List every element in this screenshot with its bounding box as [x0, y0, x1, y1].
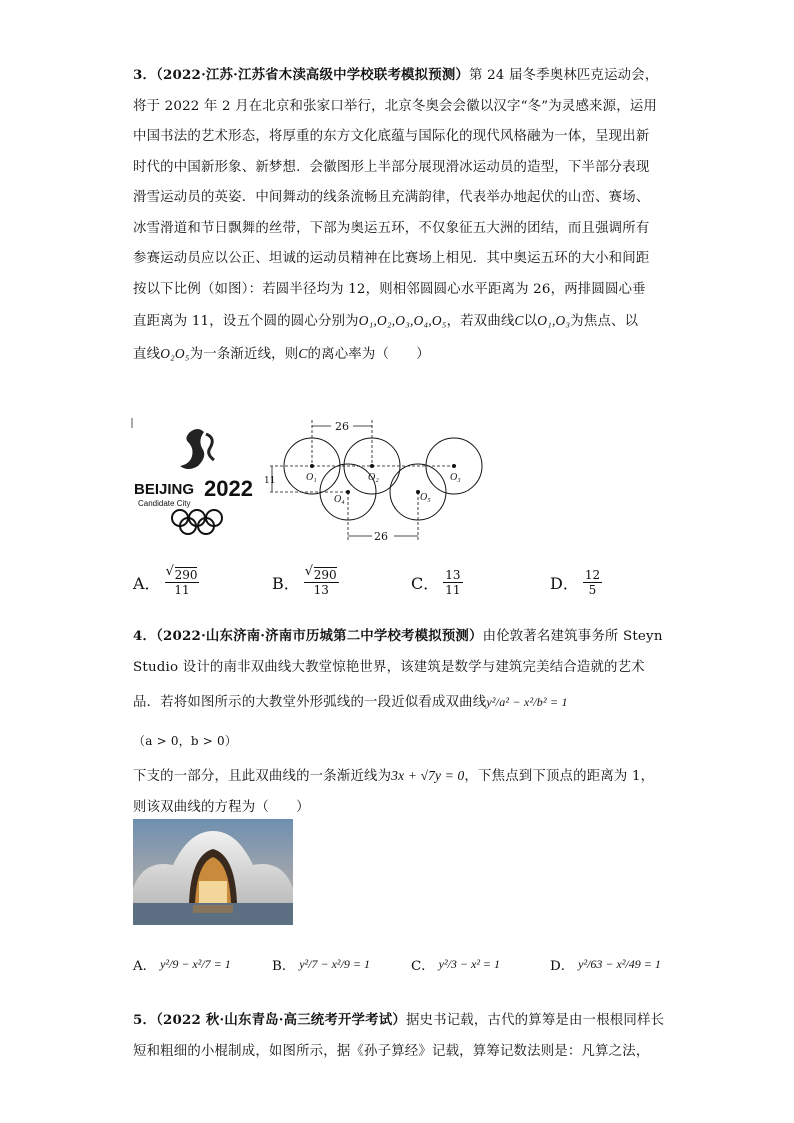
q4-option-c[interactable]: [411, 955, 500, 974]
q3-c1: C: [514, 313, 524, 328]
option-eq: y²/7 − x²/9 = 1: [299, 957, 370, 971]
q3-option-d[interactable]: [550, 568, 602, 597]
q4-asymptote: 3x + √7y = 0: [391, 768, 465, 783]
q3-line4: 时代的中国新形象、新梦想．会徽图形上半部分展现滑冰运动员的造型，下半部分表现: [133, 159, 650, 175]
q3-asym-line: O₂O₅: [160, 346, 190, 361]
cathedral-photo: [133, 819, 293, 925]
q3-line9d: 为焦点、以: [570, 314, 639, 329]
q4-option-b[interactable]: [272, 955, 370, 974]
q4-option-d[interactable]: [550, 955, 661, 974]
q3-number: 3．: [133, 67, 157, 83]
label-o5: O₅: [420, 492, 431, 503]
q3-line5: 滑雪运动员的英姿．中间舞动的线条流畅且充满韵律，代表举办地起伏的山峦、赛场、: [133, 190, 650, 205]
q3-line1: 第 24 届冬季奥林匹克运动会，: [469, 68, 659, 83]
option-num: 12: [584, 568, 601, 582]
option-label: D．: [550, 574, 579, 593]
option-label: C．: [411, 574, 440, 593]
q3-option-c[interactable]: [411, 568, 463, 597]
option-den: 13: [313, 583, 329, 597]
option-den: 11: [174, 583, 190, 597]
q3-source: （2022·江苏·江苏省木渎高级中学校联考模拟预测）: [156, 67, 470, 83]
option-label: A．: [133, 574, 161, 593]
q5-line1: 据史书记载，古代的算筹是由一根根同样长: [405, 1013, 665, 1028]
option-num: √ 290: [314, 567, 337, 582]
option-eq: y²/63 − x²/49 = 1: [578, 957, 661, 971]
option-eq: y²/3 − x² = 1: [438, 957, 501, 971]
beijing-2022-logo: [134, 429, 253, 534]
option-label: C．: [411, 959, 435, 974]
label-o4: O₄: [334, 494, 345, 505]
q3-line6: 冰雪滑道和节日飘舞的丝带，下部为奥运五环，不仅象征五大洲的团结，而且强调所有: [133, 220, 650, 236]
q4-line1: 由伦敦著名建筑事务所 Steyn: [482, 629, 663, 644]
q4-cond: （a > 0，b > 0）: [133, 734, 238, 748]
q3-line10b: 为一条渐近线，则: [189, 347, 299, 362]
option-den: 11: [445, 583, 461, 597]
logo-text: BEIJING: [134, 481, 195, 498]
q5-source: （2022 秋·山东青岛·高三统考开学考试）: [156, 1012, 406, 1028]
question-5: [133, 1005, 668, 1067]
q3-option-b[interactable]: [272, 568, 339, 597]
option-den: 5: [588, 583, 597, 597]
q3-line9a: 直距离为 11，设五个圆的圆心分别为: [133, 314, 359, 329]
question-4: [133, 621, 668, 823]
q4-option-a[interactable]: [133, 955, 231, 974]
q3-line10c: 的离心率为（ ）: [307, 347, 430, 362]
q4-line4a: 下支的一部分，且此双曲线的一条渐近线为: [133, 769, 392, 784]
q3-c2: C: [298, 346, 308, 361]
q5-line2: 短和粗细的小棍制成，如图所示，据《孙子算经》记载，算筹记数法则是：凡算之法，: [133, 1043, 650, 1059]
q4-number: 4．: [133, 628, 157, 644]
dim-top: 26: [335, 420, 349, 433]
q3-foci: O₁,O₃: [537, 313, 571, 328]
q5-number: 5．: [133, 1012, 157, 1028]
option-num: √ 290: [175, 567, 198, 582]
q4-line5: 则该双曲线的方程为（ ）: [133, 799, 310, 815]
logo-sub: Candidate City: [138, 499, 191, 508]
q3-line9b: ，若双曲线: [446, 314, 515, 329]
label-o1: O₁: [306, 472, 317, 483]
q3-line2: 将于 2022 年 2 月在北京和张家口举行，北京冬奥会会徽以汉字“冬”为灵感来源，运用: [133, 98, 658, 114]
q3-line8: 按以下比例（如图）：若圆半径均为 12，则相邻圆圆心水平距离为 26，两排圆圆心垂: [133, 281, 646, 297]
q4-source: （2022·山东济南·济南市历城第二中学校考模拟预测）: [156, 628, 483, 644]
q4-line2: Studio 设计的南非双曲线大教堂惊艳世界，该建筑是数学与建筑完美结合造就的艺术: [133, 659, 645, 675]
option-label: B．: [272, 574, 300, 593]
option-eq: y²/9 − x²/7 = 1: [160, 957, 231, 971]
q3-line9c: 以: [523, 314, 538, 329]
option-label: D．: [550, 959, 575, 974]
dimension-lines: [270, 420, 454, 542]
q3-line3: 中国书法的艺术形态，将厚重的东方文化底蕴与国际化的现代风格融为一体，呈现出新: [133, 129, 650, 144]
q3-option-a[interactable]: [133, 568, 199, 597]
option-label: B．: [272, 959, 296, 974]
q3-line10a: 直线: [133, 347, 161, 362]
q3-figure: [128, 412, 498, 552]
dim-bottom: 26: [374, 530, 388, 543]
q3-line7: 参赛运动员应以公正、坦诚的运动员精神在比赛场上相见．其中奥运五环的大小和间距: [133, 251, 650, 266]
q4-line4b: ，下焦点到下顶点的距离为 1，: [464, 769, 655, 784]
option-num: 13: [445, 568, 461, 582]
question-3: [133, 60, 668, 371]
q3-centers: O₁,O₂,O₃,O₄,O₅: [358, 313, 447, 328]
option-label: A．: [133, 959, 157, 974]
q4-eq: y²/a² − x²/b² = 1: [486, 695, 568, 709]
logo-year: 2022: [204, 476, 253, 501]
label-o2: O₂: [368, 472, 379, 483]
olympic-rings-icon: [172, 510, 222, 534]
label-o3: O₃: [450, 472, 461, 483]
dim-vertical: 11: [264, 476, 276, 486]
q4-line3a: 品．若将如图所示的大教堂外形弧线的一段近似看成双曲线: [133, 695, 487, 710]
